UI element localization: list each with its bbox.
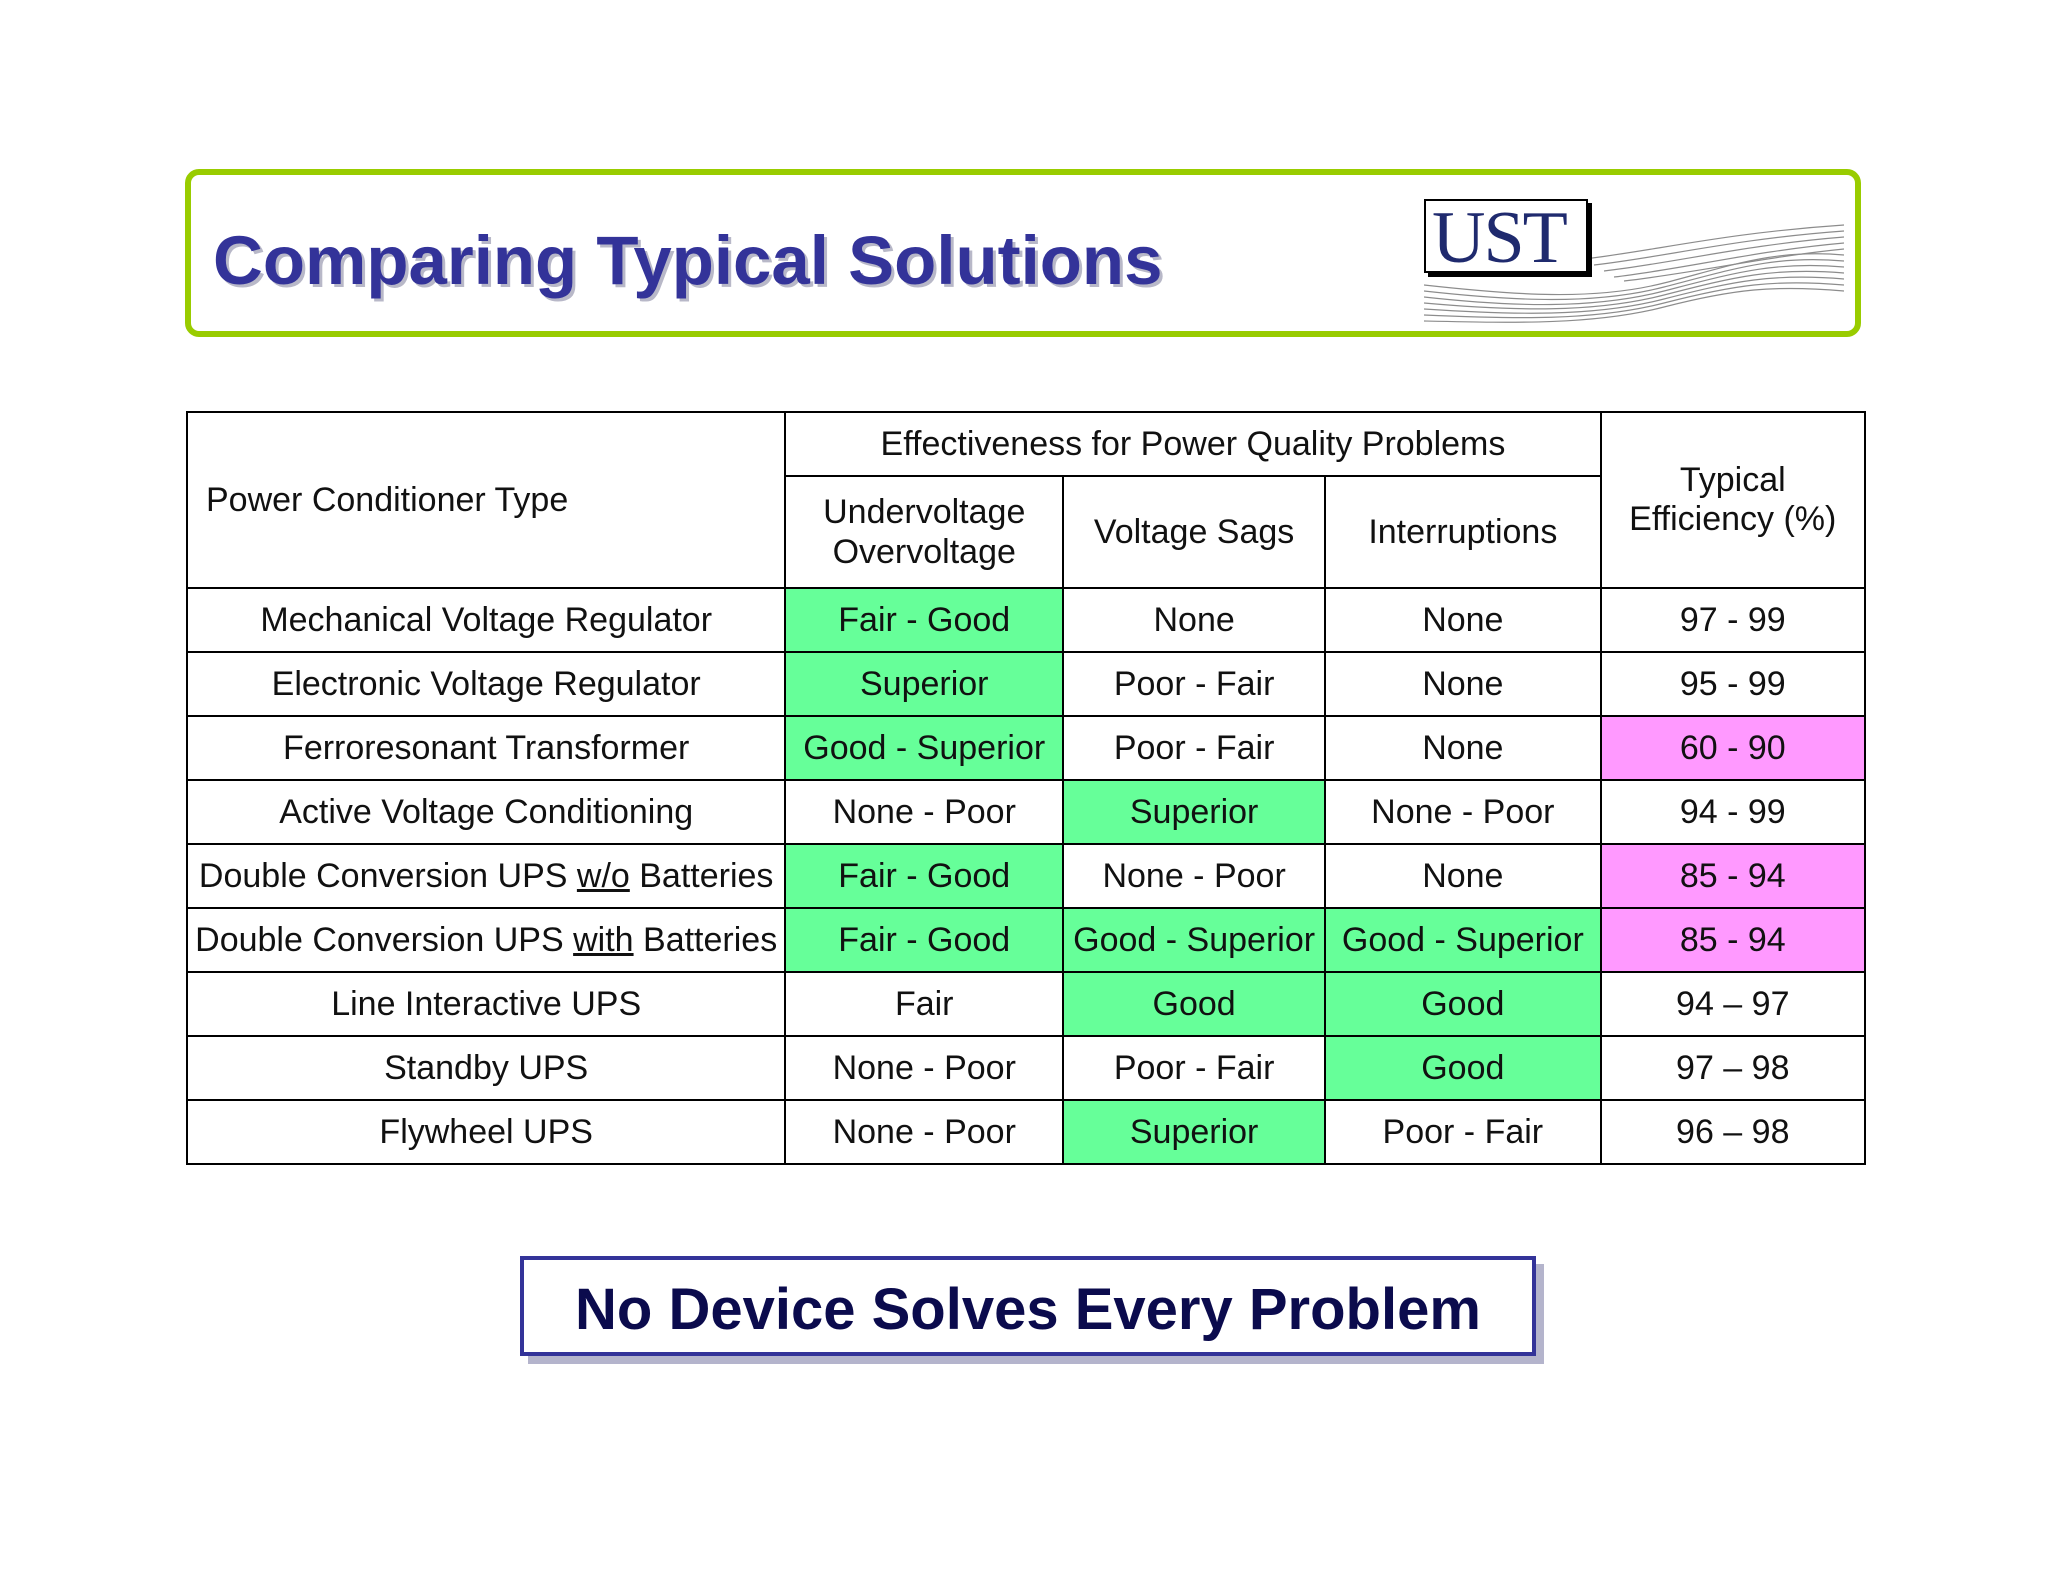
cell-type: Electronic Voltage Regulator: [187, 652, 785, 716]
cell-sags: None - Poor: [1063, 844, 1325, 908]
header-effectiveness-group: Effectiveness for Power Quality Problems: [785, 412, 1600, 476]
table-row: [187, 972, 1865, 1036]
cell-sags: Superior: [1063, 1100, 1325, 1164]
cell-type-prefix: Double Conversion UPS: [195, 920, 574, 959]
cell-type: Mechanical Voltage Regulator: [187, 588, 785, 652]
cell-type-suffix: Batteries: [633, 920, 778, 959]
cell-type: [187, 844, 785, 908]
header-undervoltage: [785, 476, 1063, 588]
cell-undervoltage: None - Poor: [785, 780, 1063, 844]
table-header-row: [187, 412, 1865, 476]
cell-sags: Superior: [1063, 780, 1325, 844]
cell-interruptions: None - Poor: [1325, 780, 1600, 844]
cell-type: Flywheel UPS: [187, 1100, 785, 1164]
table-row: [187, 1036, 1865, 1100]
logo-text: UST: [1432, 197, 1566, 279]
comparison-table: [186, 411, 1866, 1165]
cell-undervoltage: None - Poor: [785, 1036, 1063, 1100]
header-undervoltage-line1: Undervoltage: [823, 493, 1026, 531]
cell-undervoltage: Good - Superior: [785, 716, 1063, 780]
cell-type-emphasis: w/o: [576, 856, 630, 895]
table-row: [187, 652, 1865, 716]
cell-interruptions: Good: [1325, 1036, 1600, 1100]
cell-efficiency: 94 - 99: [1601, 780, 1865, 844]
cell-type: Standby UPS: [187, 1036, 785, 1100]
table-row: [187, 780, 1865, 844]
cell-efficiency: 95 - 99: [1601, 652, 1865, 716]
header-undervoltage-line2: Overvoltage: [832, 533, 1016, 571]
header-interruptions: Interruptions: [1325, 476, 1600, 588]
cell-type: Ferroresonant Transformer: [187, 716, 785, 780]
cell-efficiency: 96 – 98: [1601, 1100, 1865, 1164]
cell-efficiency: 97 - 99: [1601, 588, 1865, 652]
cell-interruptions: Poor - Fair: [1325, 1100, 1600, 1164]
slide-title: Comparing Typical Solutions: [213, 222, 1163, 299]
cell-interruptions: Good - Superior: [1325, 908, 1600, 972]
cell-type-suffix: Batteries: [629, 856, 774, 895]
header-power-conditioner-type: Power Conditioner Type: [187, 412, 785, 588]
cell-efficiency: 85 - 94: [1601, 844, 1865, 908]
cell-interruptions: None: [1325, 844, 1600, 908]
header-efficiency-line1: Typical: [1679, 461, 1786, 499]
cell-sags: None: [1063, 588, 1325, 652]
header-voltage-sags: Voltage Sags: [1063, 476, 1325, 588]
cell-undervoltage: None - Poor: [785, 1100, 1063, 1164]
table-row: [187, 716, 1865, 780]
cell-undervoltage: Fair - Good: [785, 844, 1063, 908]
cell-type-prefix: Double Conversion UPS: [198, 856, 577, 895]
cell-sags: Poor - Fair: [1063, 1036, 1325, 1100]
cell-interruptions: None: [1325, 588, 1600, 652]
cell-efficiency: 60 - 90: [1601, 716, 1865, 780]
cell-interruptions: Good: [1325, 972, 1600, 1036]
ust-logo: [1424, 199, 1844, 319]
cell-efficiency: 97 – 98: [1601, 1036, 1865, 1100]
cell-efficiency: 85 - 94: [1601, 908, 1865, 972]
table-row: [187, 844, 1865, 908]
cell-undervoltage: Fair: [785, 972, 1063, 1036]
logo-badge: [1424, 197, 1588, 279]
cell-type: [187, 908, 785, 972]
cell-efficiency: 94 – 97: [1601, 972, 1865, 1036]
cell-sags: Poor - Fair: [1063, 716, 1325, 780]
cell-interruptions: None: [1325, 716, 1600, 780]
cell-undervoltage: Superior: [785, 652, 1063, 716]
title-frame: [185, 169, 1861, 337]
table-row: [187, 908, 1865, 972]
cell-interruptions: None: [1325, 652, 1600, 716]
conclusion-text: No Device Solves Every Problem: [575, 1277, 1481, 1342]
table-row: [187, 1100, 1865, 1164]
table-row: [187, 588, 1865, 652]
cell-undervoltage: Fair - Good: [785, 588, 1063, 652]
cell-type: Active Voltage Conditioning: [187, 780, 785, 844]
cell-sags: Good - Superior: [1063, 908, 1325, 972]
cell-sags: Good: [1063, 972, 1325, 1036]
cell-undervoltage: Fair - Good: [785, 908, 1063, 972]
header-typical-efficiency: [1601, 412, 1865, 588]
conclusion-banner: [520, 1256, 1536, 1356]
header-efficiency-line2: Efficiency (%): [1629, 500, 1837, 538]
cell-type-emphasis: with: [573, 920, 634, 959]
cell-type: Line Interactive UPS: [187, 972, 785, 1036]
cell-sags: Poor - Fair: [1063, 652, 1325, 716]
